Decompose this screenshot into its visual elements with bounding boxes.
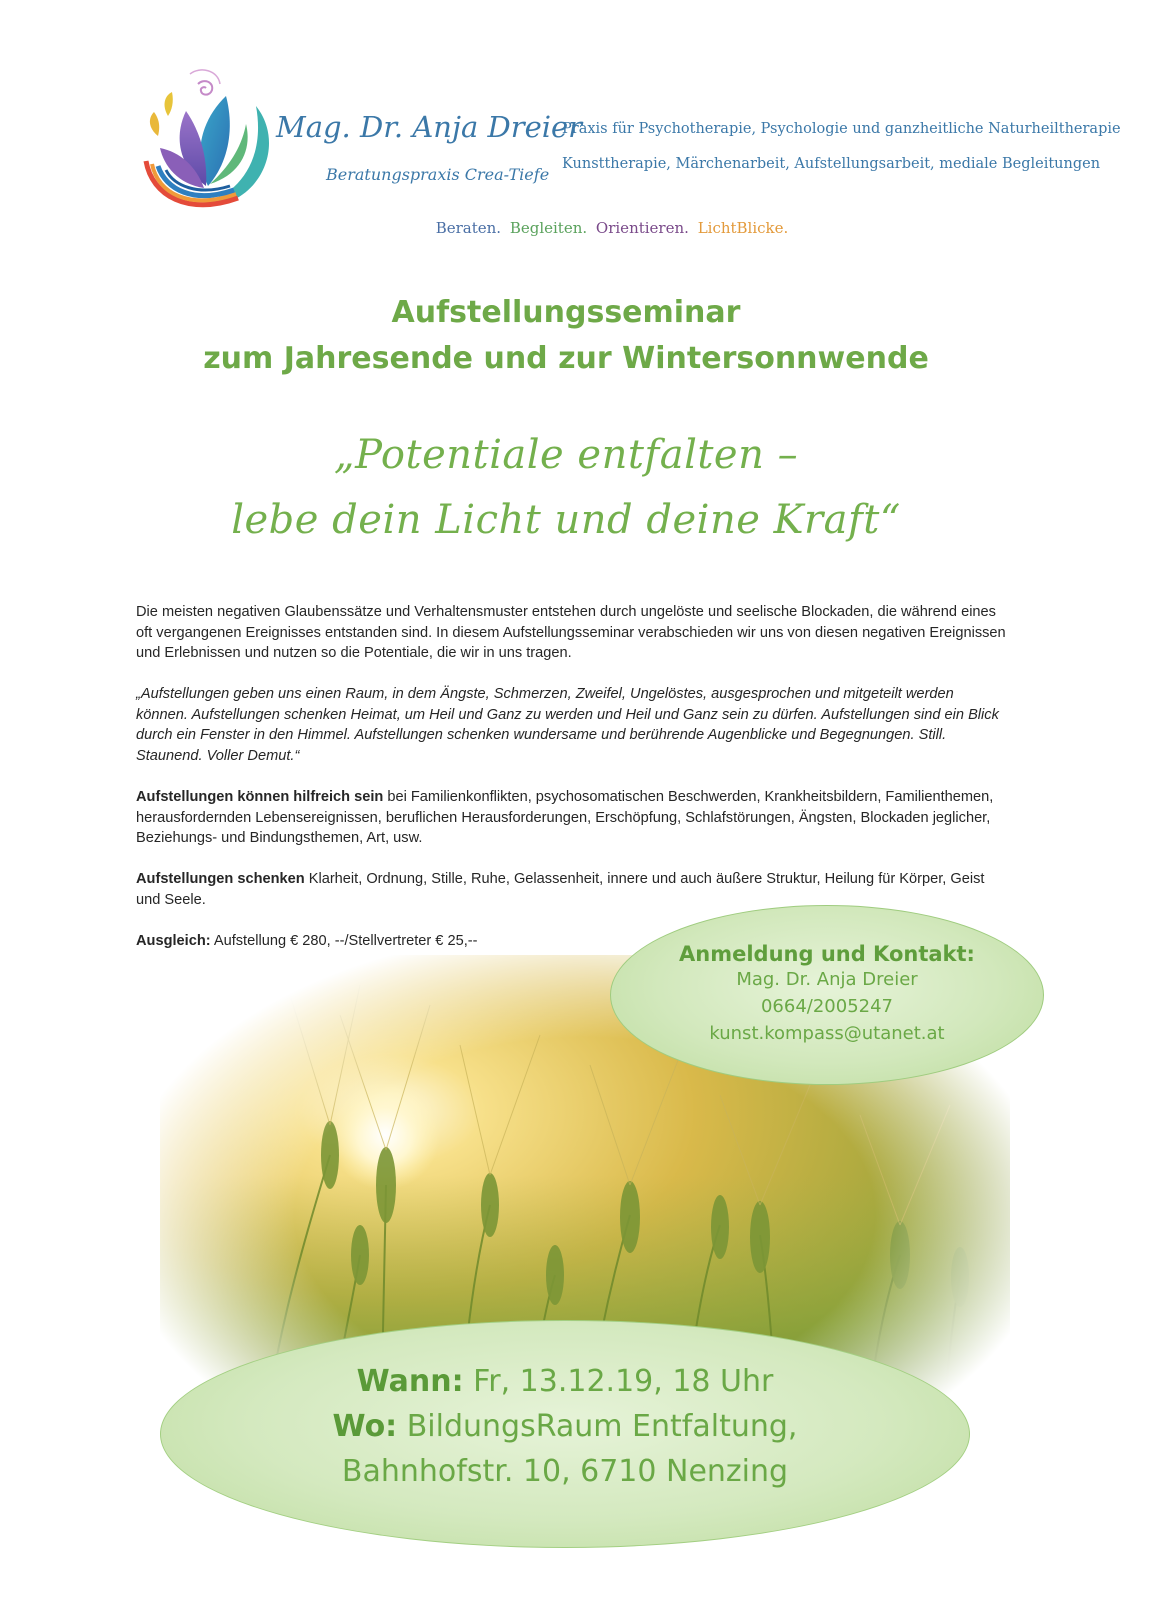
where-value: BildungsRaum Entfaltung,	[397, 1409, 798, 1444]
seminar-subtitle: zum Jahresende und zur Wintersonnwende	[203, 341, 929, 376]
event-when	[161, 1359, 969, 1404]
contact-name: Mag. Dr. Anja Dreier	[736, 969, 918, 990]
motto-line	[0, 219, 1154, 237]
contact-phone[interactable]: 0664/2005247	[760, 996, 894, 1017]
seminar-quote-line-1: „Potentiale entfalten –	[333, 432, 799, 478]
contact-box	[610, 905, 1044, 1085]
intro-paragraph: Die meisten negativen Glaubenssätze und Verhaltensmuster entstehen durch ungelöste und seelische Blockaden, die während eines oft vergangenen Ereignisses entstanden sind. In diesem Aufstellungsseminar verabschieden wir uns von diesen negativen Ereignissen und Erlebnissen und nutzen so die Potentiale, die wir in uns tragen.	[136, 604, 1006, 662]
tagline-methods: Kunsttherapie, Märchenarbeit, Aufstellungsarbeit, mediale Begleitungen	[562, 156, 1101, 172]
motto-word: Beraten.	[435, 219, 502, 237]
event-details-box	[160, 1320, 970, 1548]
motto-word: Begleiten.	[509, 219, 588, 237]
tagline-services: Praxis für Psychotherapie, Psychologie und ganzheitliche Naturheiltherapie	[562, 121, 1121, 137]
lotus-logo-icon	[138, 66, 278, 216]
price-label: Ausgleich:	[136, 933, 211, 949]
brand-subtitle: Beratungspraxis Crea-Tiefe	[326, 165, 550, 184]
event-where	[161, 1404, 969, 1449]
brand-name: Mag. Dr. Anja Dreier	[276, 110, 583, 144]
where-label: Wo:	[332, 1409, 398, 1444]
gifts-paragraph	[136, 869, 1006, 910]
helpful-heading: Aufstellungen können hilfreich sein	[136, 789, 384, 805]
contact-email[interactable]: kunst.kompass@utanet.at	[709, 1023, 945, 1044]
contact-title: Anmeldung und Kontakt:	[679, 942, 975, 966]
quote-paragraph: „Aufstellungen geben uns einen Raum, in dem Ängste, Schmerzen, Zweifel, Ungelöstes, ausgesprochen und mitgeteilt werden können. Aufstellungen schenken Heimat, um Heil und Ganz zu werden und Heil und Ganz sein zu dürfen. Aufstellungen sind ein Blick durch ein Fenster in den Himmel. Aufstellungen schenken wundersame und berührende Augenblicke und Begegnungen. Still. Staunend. Voller Demut.“	[136, 686, 999, 764]
motto-word: Orientieren.	[595, 219, 689, 237]
event-address: Bahnhofstr. 10, 6710 Nenzing	[341, 1454, 789, 1489]
price-text: Aufstellung € 280, --/Stellvertreter € 25,--	[210, 933, 478, 949]
seminar-title: Aufstellungsseminar	[391, 295, 741, 330]
helpful-paragraph	[136, 787, 1006, 849]
when-label: Wann:	[356, 1364, 464, 1399]
gifts-text: Klarheit, Ordnung, Stille, Ruhe, Gelassenheit, innere und auch äußere Struktur, Heilung für Körper, Geist und Seele.	[136, 871, 985, 908]
motto-word: LichtBlicke.	[697, 219, 789, 237]
seminar-quote-line-2: lebe dein Licht und deine Kraft“	[231, 497, 901, 543]
gifts-heading: Aufstellungen schenken	[136, 871, 305, 887]
helpful-text: bei Familienkonflikten, psychosomatischen Beschwerden, Krankheitsbildern, Familienthemen, herausfordernden Lebensereignissen, beruflichen Herausforderungen, Erschöpfung, Schlafstörungen, Ängsten, Blockaden jeglicher, Beziehungs- und Bindungsthemen, Art, usw.	[136, 789, 994, 847]
when-value: Fr, 13.12.19, 18 Uhr	[463, 1364, 774, 1399]
